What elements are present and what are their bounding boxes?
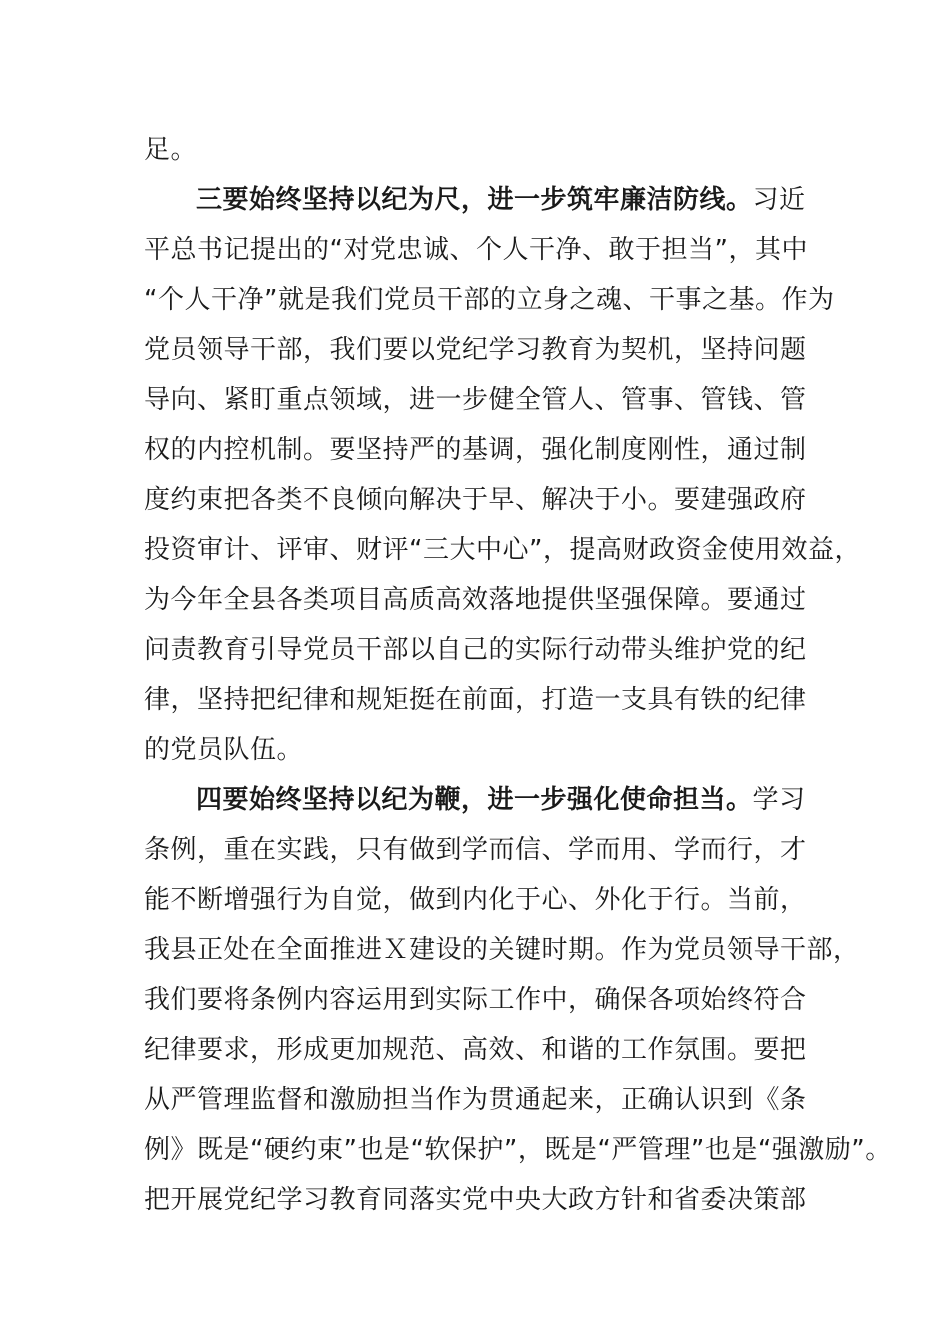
text-line: 投资审计、评审、财评“三大中心”，提高财政资金使用效益， [144, 535, 861, 565]
text-line: 律，坚持把纪律和规矩挺在前面，打造一支具有铁的纪律 [144, 685, 807, 715]
text-line: 平总书记提出的“对党忠诚、个人干净、敢于担当”，其中 [144, 235, 808, 265]
text-line: 把开展党纪学习教育同落实党中央大政方针和省委决策部 [144, 1185, 807, 1215]
text-line: 纪律要求，形成更加规范、高效、和谐的工作氛围。要把 [144, 1035, 807, 1065]
text-line: 能不断增强行为自觉，做到内化于心、外化于行。当前， [144, 885, 807, 915]
text-line: 度约束把各类不良倾向解决于早、解决于小。要建强政府 [144, 485, 807, 515]
text-line: 问责教育引导党员干部以自己的实际行动带头维护党的纪 [144, 635, 807, 665]
paragraph-heading-4 [196, 780, 806, 820]
paragraph-heading-3 [196, 180, 806, 220]
heading-text: 四要始终坚持以纪为鞭，进一步强化使命担当。 [196, 785, 753, 815]
text-line: 导向、紧盯重点领域，进一步健全管人、管事、管钱、管 [144, 385, 807, 415]
text-line: 我们要将条例内容运用到实际工作中，确保各项始终符合 [144, 985, 807, 1015]
text-line: 例》既是“硬约束”也是“软保护”，既是“严管理”也是“强激励”。 [144, 1135, 892, 1165]
heading-text: 三要始终坚持以纪为尺，进一步筑牢廉洁防线。 [196, 185, 753, 215]
text-line: 的党员队伍。 [144, 735, 304, 765]
heading-continuation: 学习 [752, 785, 806, 815]
text-line: 我县正处在全面推进Ｘ建设的关键时期。作为党员领导干部， [144, 935, 860, 965]
text-line: 党员领导干部，我们要以党纪学习教育为契机，坚持问题 [144, 335, 807, 365]
text-line: 权的内控机制。要坚持严的基调，强化制度刚性，通过制 [144, 435, 807, 465]
text-line: “个人干净”就是我们党员干部的立身之魂、干事之基。作为 [144, 285, 835, 315]
text-line: 为今年全县各类项目高质高效落地提供坚强保障。要通过 [144, 585, 807, 615]
text-line: 足。 [144, 135, 198, 165]
heading-continuation: 习近 [752, 185, 806, 215]
text-line: 从严管理监督和激励担当作为贯通起来，正确认识到《条 [144, 1085, 807, 1115]
text-line: 条例，重在实践，只有做到学而信、学而用、学而行，才 [144, 835, 807, 865]
